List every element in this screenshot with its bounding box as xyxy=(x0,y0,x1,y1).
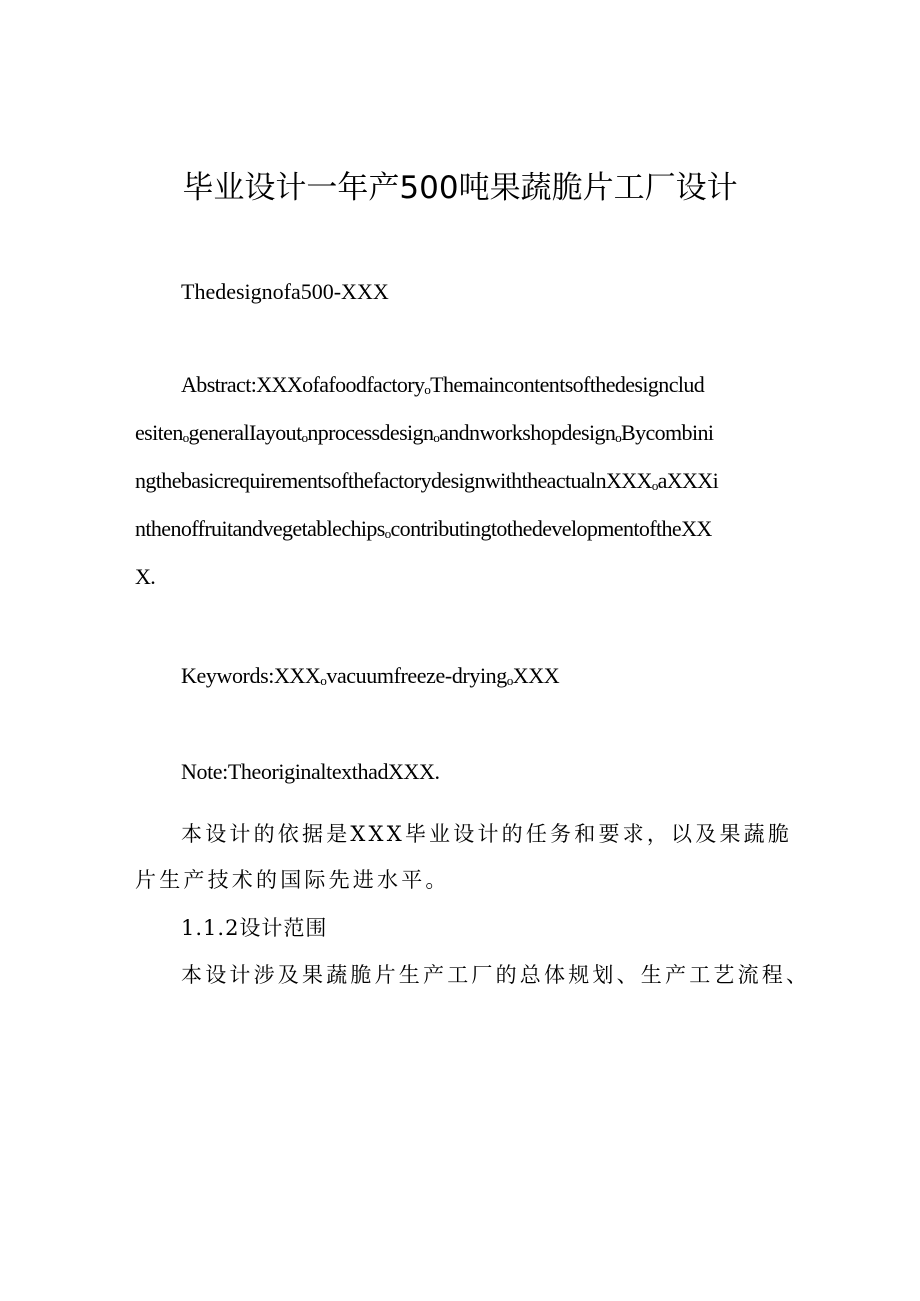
body-text-line: 本设计的依据是XXX毕业设计的任务和要求，以及果蔬脆 xyxy=(181,822,793,846)
body-text-line: 本设计涉及果蔬脆片生产工厂的总体规划、生产工艺流程、 xyxy=(181,963,811,987)
abstract-paragraph xyxy=(135,369,785,609)
english-subtitle: Thedesignofa500-XXX xyxy=(181,279,389,304)
abstract-line: Abstract:XXXofafoodfactoryₒThemaincontentsofthedesignclud xyxy=(181,372,705,397)
body-text-line: 片生产技术的国际先进水平。 xyxy=(135,868,450,892)
abstract-line: nthenoffruitandvegetablechipsₒcontributingtothedevelopmentoftheXX xyxy=(135,516,712,541)
abstract-line: X. xyxy=(135,564,156,589)
keywords-line: Keywords:XXXₒvacuumfreeze-dryingₒXXX xyxy=(181,663,560,688)
page-title: 毕业设计一年产500吨果蔬脆片工厂设计 xyxy=(182,170,738,206)
note-line: Note:TheoriginaltexthadXXX. xyxy=(181,759,440,784)
abstract-line: esitenₒgeneralIayoutₒnprocessdesignₒandnworkshopdesignₒBycombini xyxy=(135,420,714,445)
abstract-line: ngthebasicrequirementsofthefactorydesignwiththeactualnXXXₒaXXXi xyxy=(135,468,719,493)
section-heading: 1.1.2设计范围 xyxy=(181,916,328,940)
